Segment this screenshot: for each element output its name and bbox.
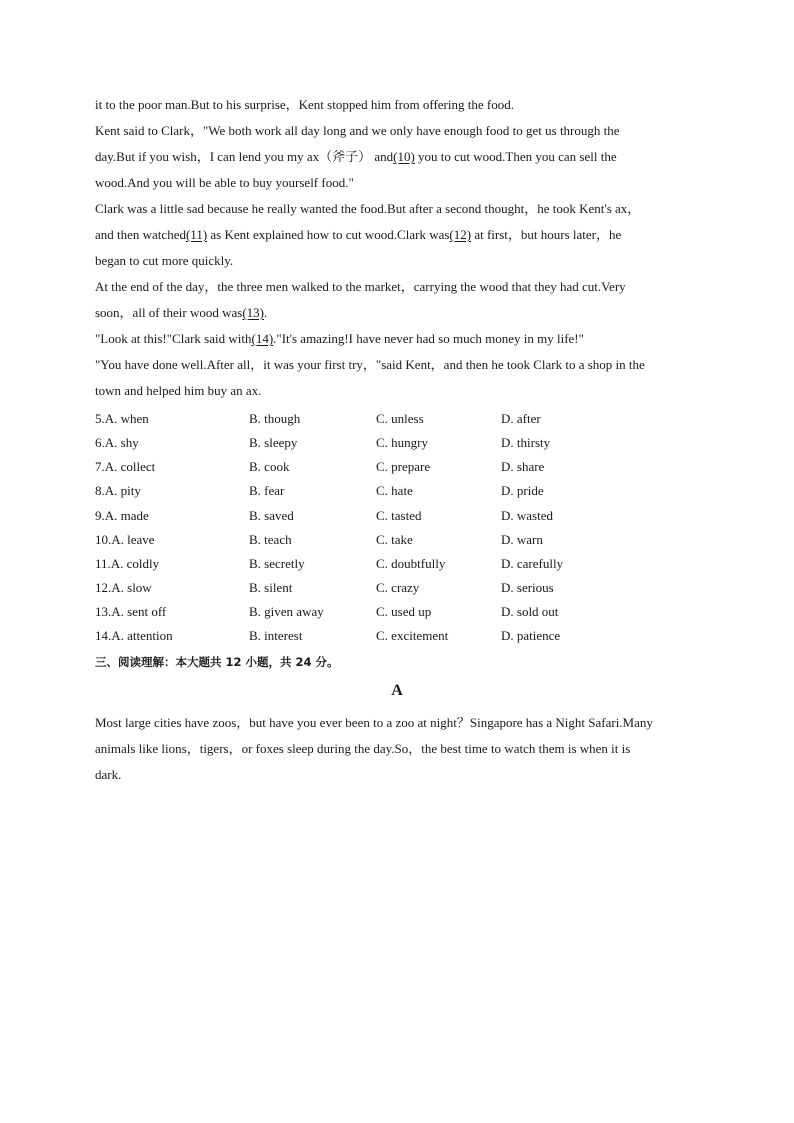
section-heading: 三、阅读理解：本大题共 12 小题，共 24 分。 [95, 655, 339, 669]
option-choice: 11.A. coldly [95, 555, 160, 571]
option-choice: D. share [501, 459, 545, 475]
option-choice: D. wasted [501, 507, 553, 523]
story-paragraphs [95, 92, 705, 404]
story-text: and then watched [95, 227, 186, 242]
option-row [95, 528, 705, 552]
blank-number: (12) [449, 227, 472, 242]
option-row [95, 504, 705, 528]
option-choice: 14.A. attention [95, 628, 173, 644]
option-row [95, 576, 705, 600]
passage-line: animals like lions，tigers，or foxes sleep during the day.So，the best time to watch them is when it is [95, 741, 631, 756]
story-text: wood.And you will be able to buy yourself food." [95, 175, 354, 190]
blank-number: (13) [242, 305, 264, 320]
option-choice: B. though [249, 411, 301, 426]
option-choice: C. tasted [376, 507, 422, 523]
story-text: town and helped him buy an ax. [95, 383, 262, 398]
story-text: Kent said to Clark，"We both work all day long and we only have enough food to get us through the [95, 123, 620, 138]
story-text: soon，all of their wood was [95, 305, 243, 320]
option-row [95, 600, 705, 624]
option-choice: 6.A. shy [95, 435, 139, 451]
passage-title: A [391, 682, 403, 699]
option-choice: D. sold out [501, 604, 559, 620]
story-line [95, 196, 705, 222]
option-choice: C. hate [376, 483, 413, 499]
option-choice: 12.A. slow [95, 579, 152, 595]
option-row [95, 407, 705, 431]
story-line [95, 378, 705, 404]
option-choice: D. after [501, 411, 541, 426]
option-choice: C. excitement [376, 628, 449, 644]
option-choice: D. pride [501, 483, 544, 499]
story-text: "You have done well.After all，it was your first try，"said Kent，and then he took Clark to a shop in the [95, 357, 645, 372]
option-choice: B. teach [249, 531, 292, 547]
option-choice: D. warn [501, 531, 543, 547]
passage-line: dark. [95, 767, 122, 782]
option-choice: B. saved [249, 507, 294, 523]
option-choice: B. sleepy [249, 435, 298, 451]
option-choice: C. used up [376, 604, 432, 620]
option-choice: 13.A. sent off [95, 604, 167, 620]
option-choice: 9.A. made [95, 507, 149, 523]
story-line [95, 92, 705, 118]
story-text: Clark was a little sad because he really wanted the food.But after a second thought，he took Kent's ax， [95, 201, 641, 216]
story-line [95, 118, 705, 144]
option-choice: 7.A. collect [95, 459, 156, 475]
story-line [95, 326, 705, 352]
story-text: "Look at this!"Clark said with [95, 331, 252, 346]
story-text: you to cut wood.Then you can sell the [414, 149, 617, 164]
option-choice: B. silent [249, 579, 293, 595]
story-text: day.But if you wish，I can lend you my ax（斧子） and [95, 149, 394, 164]
story-line [95, 144, 705, 170]
option-choice: C. unless [376, 411, 424, 426]
blank-number: (11) [185, 227, 208, 242]
story-text: ."It's amazing!I have never had so much money in my life!" [273, 331, 584, 346]
option-choice: C. crazy [376, 579, 420, 595]
option-choice: B. cook [249, 459, 290, 475]
option-choice: B. secretly [249, 555, 305, 571]
blank-number: (10) [393, 149, 415, 164]
option-choice: C. prepare [376, 459, 431, 475]
story-line [95, 170, 705, 196]
story-line [95, 222, 705, 248]
story-line [95, 274, 705, 300]
option-choice: B. given away [249, 604, 324, 620]
story-text: at first，but hours later，he [471, 227, 622, 242]
option-choice: D. thirsty [501, 435, 551, 451]
option-choice: C. doubtfully [376, 555, 446, 571]
option-row [95, 431, 705, 455]
option-row [95, 552, 705, 576]
option-choice: B. interest [249, 628, 303, 644]
story-text: as Kent explained how to cut wood.Clark was [207, 227, 450, 242]
blank-number: (14) [251, 331, 274, 346]
cloze-options [95, 407, 705, 648]
story-line [95, 300, 705, 326]
option-choice: C. hungry [376, 435, 428, 451]
option-choice: D. serious [501, 579, 554, 595]
option-choice: B. fear [249, 483, 285, 499]
story-line [95, 248, 705, 274]
story-text: At the end of the day，the three men walked to the market，carrying the wood that they had cut.Very [95, 279, 626, 294]
option-choice: D. carefully [501, 555, 564, 571]
option-choice: 10.A. leave [95, 531, 155, 547]
passage-a-text [95, 710, 705, 788]
passage-line: Most large cities have zoos，but have you ever been to a zoo at night？Singapore has a Night Safari.Many [95, 715, 653, 730]
option-row [95, 624, 705, 648]
option-choice: D. patience [501, 628, 561, 644]
story-text: . [263, 305, 268, 320]
option-row [95, 479, 705, 503]
option-row [95, 455, 705, 479]
option-choice: 8.A. pity [95, 483, 141, 499]
story-text: it to the poor man.But to his surprise，Kent stopped him from offering the food. [95, 97, 514, 112]
option-choice: C. take [376, 531, 413, 547]
story-line [95, 352, 705, 378]
option-choice: 5.A. when [95, 411, 149, 426]
story-text: began to cut more quickly. [95, 253, 234, 268]
